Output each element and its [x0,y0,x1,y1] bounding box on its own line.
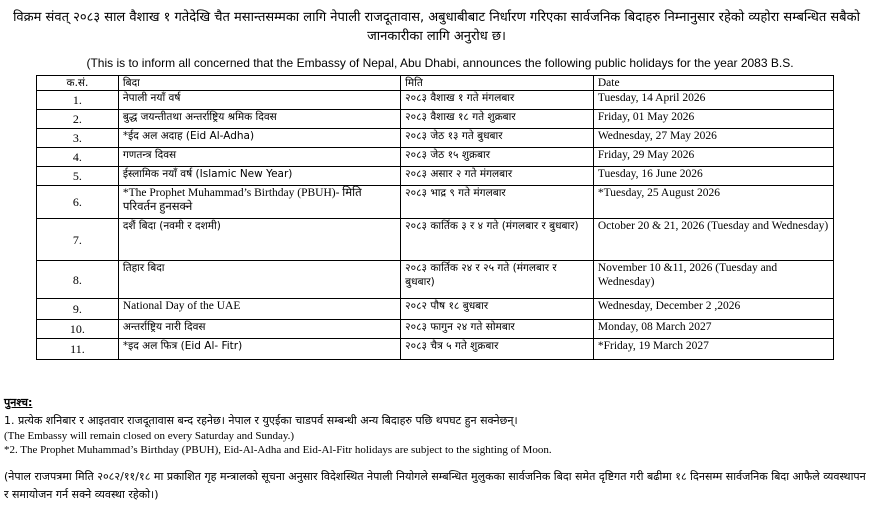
cell-bs-date: २०८३ कार्तिक ३ र ४ गते (मंगलबार र बुधबार) [401,219,594,261]
cell-sn: 8. [37,261,119,299]
notice-header-nepali: विक्रम संवत् २०८३ साल वैशाख १ गतेदेखि चैत मसान्तसम्मका लागि नेपाली राजदूतावास, अबुधाबीबाट निर्धारण गरिएका सार्वजनिक बिदाहरु निम्नानुसार रहेको व्यहोरा सम्बन्धित सबैको जानकारीका लागि अनुरोध छ। [13,10,860,44]
cell-sn: 6. [37,186,119,219]
cell-holiday: *इद अल फित्र (Eid Al- Fitr) [118,339,400,360]
cell-sn: 9. [37,299,119,320]
cell-bs-date: २०८३ फागुन २४ गते सोमबार [401,320,594,339]
cell-holiday: National Day of the UAE [118,299,400,320]
cell-date: Monday, 08 March 2027 [593,320,833,339]
table-row [37,261,834,299]
table-row [37,320,834,339]
table-row [37,148,834,167]
cell-holiday: ईस्लामिक नयाँ वर्ष (Islamic New Year) [118,167,400,186]
cell-date: Friday, 29 May 2026 [593,148,833,167]
col-header-bs-date: मिति [401,76,594,91]
cell-bs-date: २०८३ भाद्र ९ गते मंगलबार [401,186,594,219]
cell-sn: 2. [37,110,119,129]
cell-sn: 1. [37,91,119,110]
cell-bs-date: २०८३ वैशाख १८ गते शुक्रबार [401,110,594,129]
cell-sn: 5. [37,167,119,186]
table-row [37,219,834,261]
table-row [37,299,834,320]
col-header-holiday: बिदा [118,76,400,91]
cell-bs-date: २०८३ असार २ गते मंगलबार [401,167,594,186]
cell-sn: 11. [37,339,119,360]
cell-date: *Tuesday, 25 August 2026 [593,186,833,219]
cell-holiday: दशैं बिदा (नवमी र दशमी) [118,219,400,261]
cell-date: *Friday, 19 March 2027 [593,339,833,360]
cell-holiday: बुद्ध जयन्तीतथा अन्तर्राष्ट्रिय श्रमिक दिवस [118,110,400,129]
cell-date: Wednesday, December 2 ,2026 [593,299,833,320]
note-2: *2. The Prophet Muhammad’s Birthday (PBUH), Eid-Al-Adha and Eid-Al-Fitr holidays are subject to the sighting of Moon. [4,444,552,456]
cell-date: Friday, 01 May 2026 [593,110,833,129]
cell-holiday: अन्तर्राष्ट्रिय नारी दिवस [118,320,400,339]
cell-holiday: गणतन्त्र दिवस [118,148,400,167]
notes-heading: पुनश्च: [4,396,33,409]
cell-bs-date: २०८३ कार्तिक २४ र २५ गते (मंगलबार र बुधबार) [401,261,594,299]
cell-date: Tuesday, 14 April 2026 [593,91,833,110]
footer-note: (नेपाल राजपत्रमा मिति २०८२/११/१८ मा प्रकाशित गृह मन्त्रालको सूचना अनुसार विदेशस्थित नेपाली नियोगले सम्बन्धित मुलुकका सार्वजनिक बिदा समेत दृष्टिगत गरी बढीमा १८ दिनसम्म सार्वजनिक बिदा आफैले व्यवस्थापन र समायोजन गर्न सक्ने व्यवस्था रहेको।) [4,470,866,501]
col-header-sn: क.सं. [37,76,119,91]
cell-holiday: *The Prophet Muhammad’s Birthday (PBUH)- मिति परिवर्तन हुनसक्ने [118,186,400,219]
note-1: 1. प्रत्येक शनिबार र आइतवार राजदूतावास बन्द रहनेछ। नेपाल र युएईका चाडपर्व सम्बन्धी अन्य बिदाहरु पछि थपघट हुन सक्नेछन्। [4,414,518,427]
cell-date: Tuesday, 16 June 2026 [593,167,833,186]
cell-bs-date: २०८३ जेठ १५ शुक्रबार [401,148,594,167]
cell-bs-date: २०८३ वैशाख १ गते मंगलबार [401,91,594,110]
cell-holiday: तिहार बिदा [118,261,400,299]
cell-sn: 7. [37,219,119,261]
cell-holiday: नेपाली नयाँ वर्ष [118,91,400,110]
holiday-table [36,75,834,360]
cell-bs-date: २०८२ पौष १८ बुधबार [401,299,594,320]
notice-header-english: (This is to inform all concerned that the Embassy of Nepal, Abu Dhabi, announces the following public holidays for the year 2083 B.S. [86,56,794,70]
table-row [37,167,834,186]
table-row [37,129,834,148]
cell-sn: 10. [37,320,119,339]
cell-sn: 4. [37,148,119,167]
cell-bs-date: २०८३ चैत्र ५ गते शुक्रबार [401,339,594,360]
cell-sn: 3. [37,129,119,148]
note-1-english: (The Embassy will remain closed on every Saturday and Sunday.) [4,430,295,442]
cell-date: Wednesday, 27 May 2026 [593,129,833,148]
table-row [37,91,834,110]
cell-holiday: *ईद अल अदाह (Eid Al-Adha) [118,129,400,148]
col-header-date: Date [593,76,833,91]
table-row [37,339,834,360]
cell-bs-date: २०८३ जेठ १३ गते बुधबार [401,129,594,148]
table-header-row [37,76,834,91]
cell-date: October 20 & 21, 2026 (Tuesday and Wednesday) [593,219,833,261]
table-row [37,186,834,219]
table-row [37,110,834,129]
cell-date: November 10 &11, 2026 (Tuesday and Wednesday) [593,261,833,299]
